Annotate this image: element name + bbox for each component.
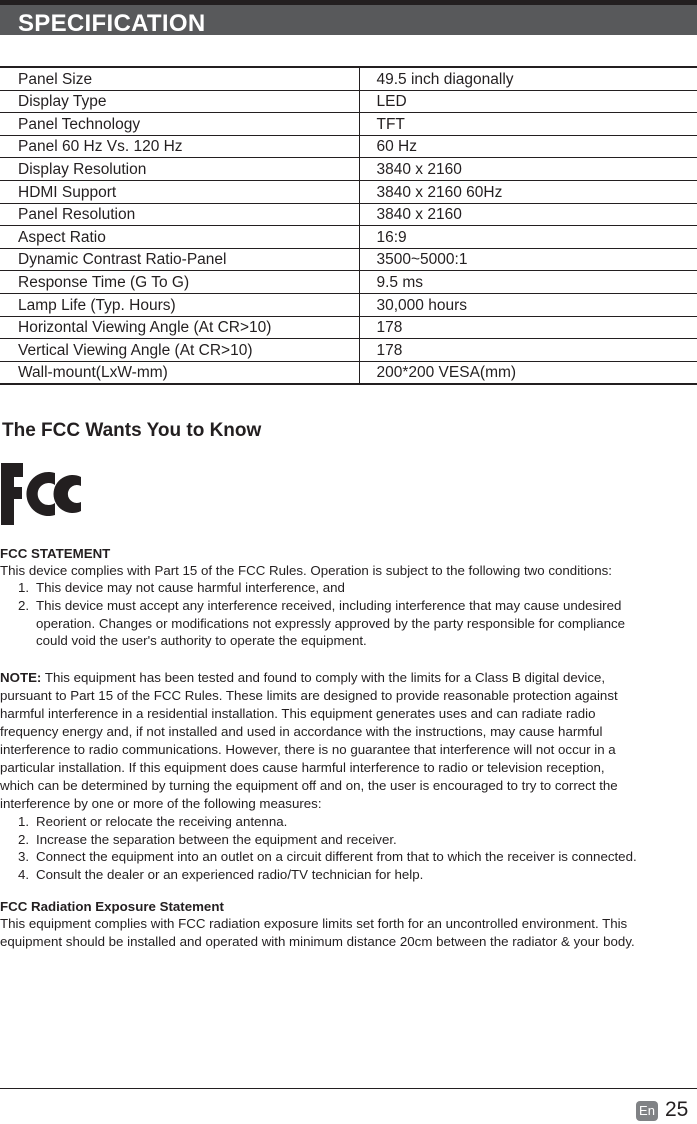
spec-value: 3840 x 2160	[359, 203, 697, 226]
spec-label: Panel Resolution	[0, 203, 359, 226]
note-line: interference to radio communications. However, there is no guarantee that interference will not occur in a	[0, 742, 616, 757]
spec-value: 60 Hz	[359, 135, 697, 158]
spec-value: 16:9	[359, 226, 697, 249]
spec-value: 178	[359, 316, 697, 339]
spec-label: Panel 60 Hz Vs. 120 Hz	[0, 135, 359, 158]
note-line: NOTE: This equipment has been tested and found to comply with the limits for a Class B digital device,	[0, 670, 606, 685]
spec-value: 9.5 ms	[359, 271, 697, 294]
measure-number: 4.	[18, 867, 30, 882]
measure-text: Reorient or relocate the receiving antenna.	[36, 814, 288, 829]
spec-value: 30,000 hours	[359, 293, 697, 316]
spec-label: Vertical Viewing Angle (At CR>10)	[0, 339, 359, 362]
fcc-statement-heading: FCC STATEMENT	[0, 546, 111, 561]
note-line: pursuant to Part 15 of the FCC Rules. These limits are designed to provide reasonable protection against	[0, 688, 618, 703]
table-row	[0, 67, 697, 90]
fcc-statement-intro: This device complies with Part 15 of the FCC Rules. Operation is subject to the following two conditions:	[0, 563, 612, 578]
table-row	[0, 90, 697, 113]
spec-label: Lamp Life (Typ. Hours)	[0, 293, 359, 316]
note-paragraph	[0, 669, 697, 813]
table-row	[0, 316, 697, 339]
table-row	[0, 203, 697, 226]
condition-text: could void the user's authority to operate the equipment.	[36, 633, 367, 648]
note-line: frequency energy and, if not installed and used in accordance with the instructions, may cause harmful	[0, 724, 603, 739]
spec-label: Response Time (G To G)	[0, 271, 359, 294]
table-row	[0, 339, 697, 362]
condition-text: operation. Changes or modifications not expressly approved by the party responsible for compliance	[36, 616, 626, 631]
section-title: SPECIFICATION	[18, 10, 206, 37]
table-row	[0, 271, 697, 294]
spec-value: 200*200 VESA(mm)	[359, 361, 697, 384]
fcc-logo-icon	[1, 463, 85, 525]
spec-label: Wall-mount(LxW-mm)	[18, 364, 168, 382]
table-row	[0, 158, 697, 181]
table-row	[0, 226, 697, 249]
spec-label: Display Type	[0, 90, 359, 113]
spec-table	[0, 66, 697, 385]
note-line: which can be determined by turning the equipment off and on, the user is encouraged to try to correct the	[0, 778, 618, 793]
spec-value: 178	[359, 339, 697, 362]
measure-number: 1.	[18, 814, 30, 829]
note-line: harmful interference in a residential installation. This equipment generates uses and can radiate radio	[0, 706, 596, 721]
table-row	[0, 293, 697, 316]
spec-label: Dynamic Contrast Ratio-Panel	[0, 248, 359, 271]
table-row	[0, 180, 697, 203]
note-line: interference by one or more of the following measures:	[0, 796, 322, 811]
radiation-paragraph	[0, 915, 697, 951]
spec-label: Panel Size	[0, 67, 359, 90]
radiation-line: This equipment complies with FCC radiation exposure limits set forth for an uncontrolled environment. This	[0, 916, 628, 931]
table-row	[0, 135, 697, 158]
language-badge: En	[636, 1101, 658, 1121]
condition-text: This device must accept any interference received, including interference that may cause undesired	[36, 598, 622, 613]
spec-label: Panel Technology	[0, 113, 359, 136]
measure-text: Increase the separation between the equipment and receiver.	[36, 832, 397, 847]
spec-value: TFT	[359, 113, 697, 136]
spec-label: HDMI Support	[0, 180, 359, 203]
spec-value: 49.5 inch diagonally	[359, 67, 697, 90]
condition-text: This device may not cause harmful interference, and	[36, 580, 345, 595]
fcc-section-title: The FCC Wants You to Know	[2, 420, 262, 441]
condition-number: 2.	[18, 598, 30, 613]
section-banner	[0, 5, 697, 35]
spec-label: Aspect Ratio	[0, 226, 359, 249]
table-row	[0, 248, 697, 271]
table-row	[0, 361, 697, 384]
measure-number: 3.	[18, 849, 30, 864]
footer-rule	[0, 1088, 697, 1089]
spec-label: Display Resolution	[0, 158, 359, 181]
radiation-line: equipment should be installed and operated with minimum distance 20cm between the radiator & your body.	[0, 934, 635, 949]
measure-text: Connect the equipment into an outlet on a circuit different from that to which the receiver is connected.	[36, 849, 637, 864]
page-number: 25	[665, 1098, 689, 1121]
condition-number: 1.	[18, 580, 30, 595]
spec-value: LED	[359, 90, 697, 113]
spec-value: 3840 x 2160 60Hz	[359, 180, 697, 203]
spec-label: Horizontal Viewing Angle (At CR>10)	[0, 316, 359, 339]
radiation-heading: FCC Radiation Exposure Statement	[0, 899, 224, 914]
spec-value: 3840 x 2160	[359, 158, 697, 181]
note-line: particular installation. If this equipment does cause harmful interference to radio or television reception,	[0, 760, 605, 775]
measure-number: 2.	[18, 832, 30, 847]
spec-value: 3500~5000:1	[359, 248, 697, 271]
measure-text: Consult the dealer or an experienced radio/TV technician for help.	[36, 867, 424, 882]
note-label: NOTE:	[0, 670, 42, 685]
table-row	[0, 113, 697, 136]
